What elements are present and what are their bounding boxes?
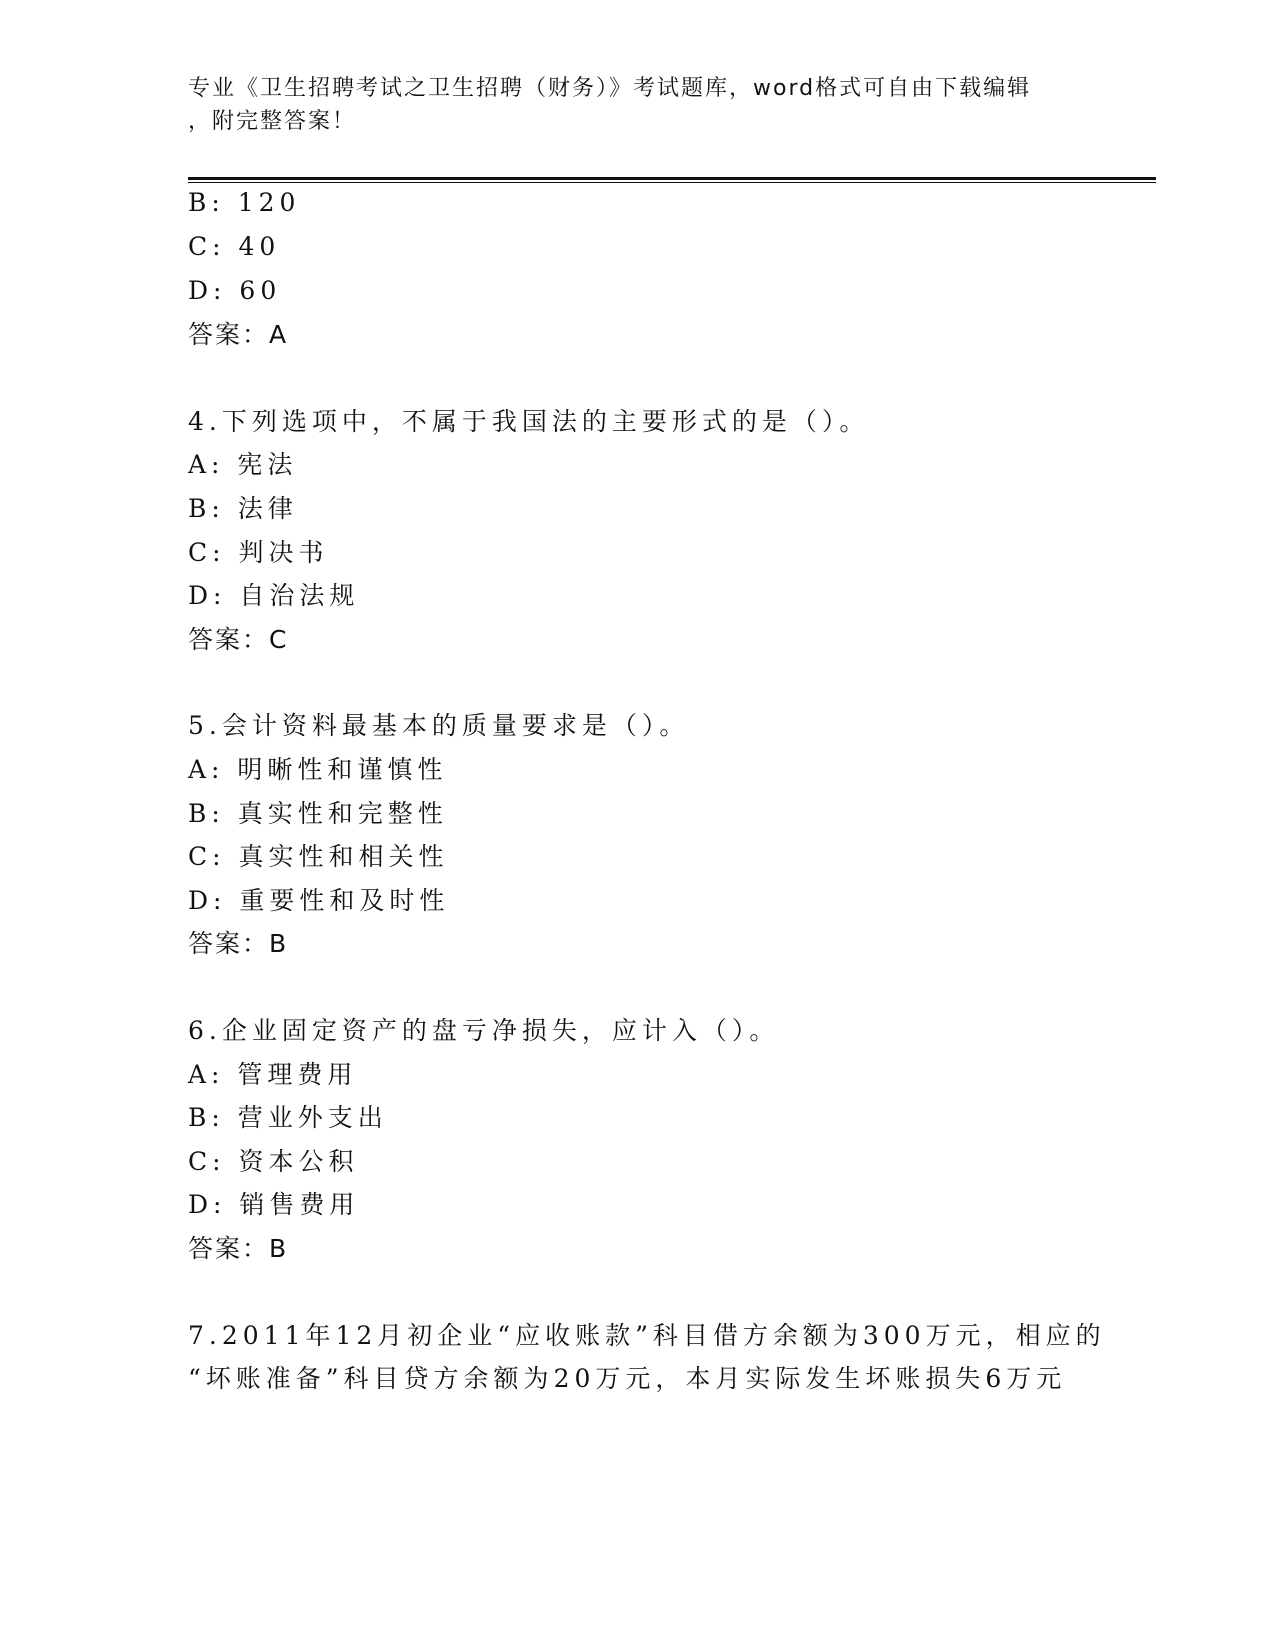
- q6-question: 6.企业固定资产的盘亏净损失，应计入（）。: [188, 1016, 780, 1045]
- q3-option-b: B: 120: [188, 188, 301, 217]
- q6-option-a: A: 管理费用: [188, 1060, 358, 1089]
- q5-option-a: A: 明晰性和谨慎性: [188, 755, 448, 784]
- q3-option-c: C: 40: [188, 232, 281, 261]
- q3-option-d: D: 60: [188, 276, 282, 305]
- q4-question: 4.下列选项中，不属于我国法的主要形式的是（）。: [188, 407, 870, 436]
- q4-option-c: C: 判决书: [188, 538, 329, 567]
- q3-answer: 答案：A: [188, 320, 289, 349]
- document-header: [188, 72, 1088, 138]
- q4-option-a: A: 宪法: [188, 450, 298, 479]
- q5-option-c: C: 真实性和相关性: [188, 842, 449, 871]
- q5-question: 5.会计资料最基本的质量要求是（）。: [188, 711, 690, 740]
- q7-question-line-2: “坏账准备”科目贷方余额为20万元，本月实际发生坏账损失6万元: [188, 1364, 1067, 1393]
- q4-answer: 答案：C: [188, 625, 289, 654]
- q7-question-line-1: 7.2011年12月初企业“应收账款”科目借方余额为300万元，相应的: [188, 1321, 1106, 1350]
- q6-option-d: D: 销售费用: [188, 1190, 360, 1219]
- header-divider-thin: [188, 182, 1156, 183]
- q5-answer: 答案：B: [188, 929, 289, 958]
- q6-answer: 答案：B: [188, 1234, 289, 1263]
- q5-option-d: D: 重要性和及时性: [188, 886, 450, 915]
- q6-option-c: C: 资本公积: [188, 1147, 359, 1176]
- header-line-1: 专业《卫生招聘考试之卫生招聘（财务）》考试题库，word格式可自由下载编辑: [188, 76, 1032, 101]
- q4-option-b: B: 法律: [188, 494, 298, 523]
- header-divider-thick: [188, 177, 1156, 180]
- q5-option-b: B: 真实性和完整性: [188, 799, 448, 828]
- header-line-2: ，附完整答案！: [188, 109, 357, 134]
- q6-option-b: B: 营业外支出: [188, 1103, 388, 1132]
- q4-option-d: D: 自治法规: [188, 581, 360, 610]
